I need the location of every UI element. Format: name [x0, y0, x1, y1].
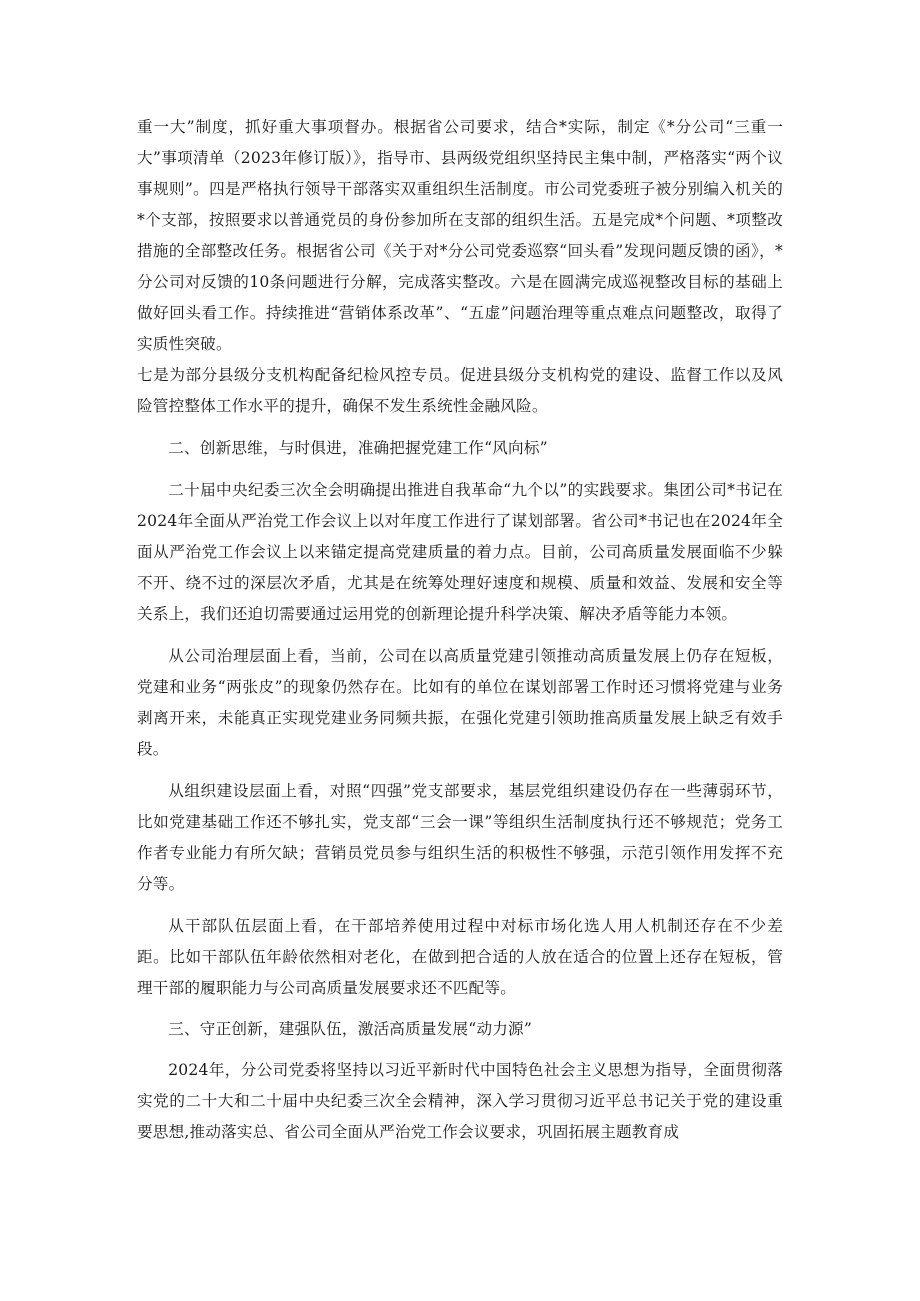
- paragraph-item-seven: 七是为部分县级分支机构配备纪检风控专员。促进县级分支机构党的建设、监督工作以及风险管控整体工作水平的提升，确保不发生系统性金融风险。: [137, 366, 783, 415]
- section-heading-two: 二、创新思维，与时俱进，准确把握党建工作“风向标”: [168, 439, 548, 457]
- paragraph-body: 从干部队伍层面上看，在干部培养使用过程中对标市场化选人用人机制还存在不少差距。比如干部队伍年龄依然相对老化，在做到把合适的人放在适合的位置上还存在短板，管理干部的履职能力与公司高质量发展要求还不匹配等。: [137, 917, 783, 997]
- paragraph-continuation: 重一大”制度，抓好重大事项督办。根据省公司要求，结合*实际，制定《*分公司“三重一大”事项清单（2023年修订版）》，指导市、县两级党组织坚持民主集中制，严格落实“两个议事规则”。四是严格执行领导干部落实双重组织生活制度。市公司党委班子被分别编入机关的*个支部，按照要求以普通党员的身份参加所在支部的组织生活。五是完成*个问题、*项整改措施的全部整改任务。根据省公司《关于对*分公司党委巡察“回头看”发现问题反馈的函》，*分公司对反馈的10条问题进行分解，完成落实整改。六是在圆满完成巡视整改目标的基础上做好回头看工作。持续推进“营销体系改革”、“五虚”问题治理等重点难点问题整改，取得了实质性突破。: [137, 118, 783, 353]
- document-page: [137, 112, 783, 1148]
- paragraph-body: 二十届中央纪委三次全会明确提出推进自我革命“九个以”的实践要求。集团公司*书记在2024年全面从严治党工作会议上以对年度工作进行了谋划部署。省公司*书记也在2024年全面从严治党工作会议上以来锚定提高党建质量的着力点。目前，公司高质量发展面临不少躲不开、绕不过的深层次矛盾，尤其是在统筹处理好速度和规模、质量和效益、发展和安全等关系上，我们还迫切需要通过运用党的创新理论提升科学决策、解决矛盾等能力本领。: [137, 481, 783, 623]
- paragraph-body: 从组织建设层面上看，对照“四强”党支部要求，基层党组织建设仍存在一些薄弱环节，比如党建基础工作还不够扎实，党支部“三会一课”等组织生活制度执行还不够规范；党务工作者专业能力有所欠缺；营销员党员参与组织生活的积极性不够强，示范引领作用发挥不充分等。: [137, 782, 783, 893]
- section-heading-three: 三、守正创新，建强队伍，激活高质量发展“动力源”: [168, 1020, 532, 1038]
- paragraph-body: 2024年，分公司党委将坚持以习近平新时代中国特色社会主义思想为指导，全面贯彻落实党的二十大和二十届中央纪委三次全会精神，深入学习贯彻习近平总书记关于党的建设重要思想,推动落实总、省公司全面从严治党工作会议要求，巩固拓展主题教育成: [137, 1061, 783, 1141]
- paragraph-body: 从公司治理层面上看，当前，公司在以高质量党建引领推动高质量发展上仍存在短板，党建和业务“两张皮”的现象仍然存在。比如有的单位在谋划部署工作时还习惯将党建与业务剥离开来，未能真正实现党建业务同频共振，在强化党建引领助推高质量发展上缺乏有效手段。: [137, 647, 783, 758]
